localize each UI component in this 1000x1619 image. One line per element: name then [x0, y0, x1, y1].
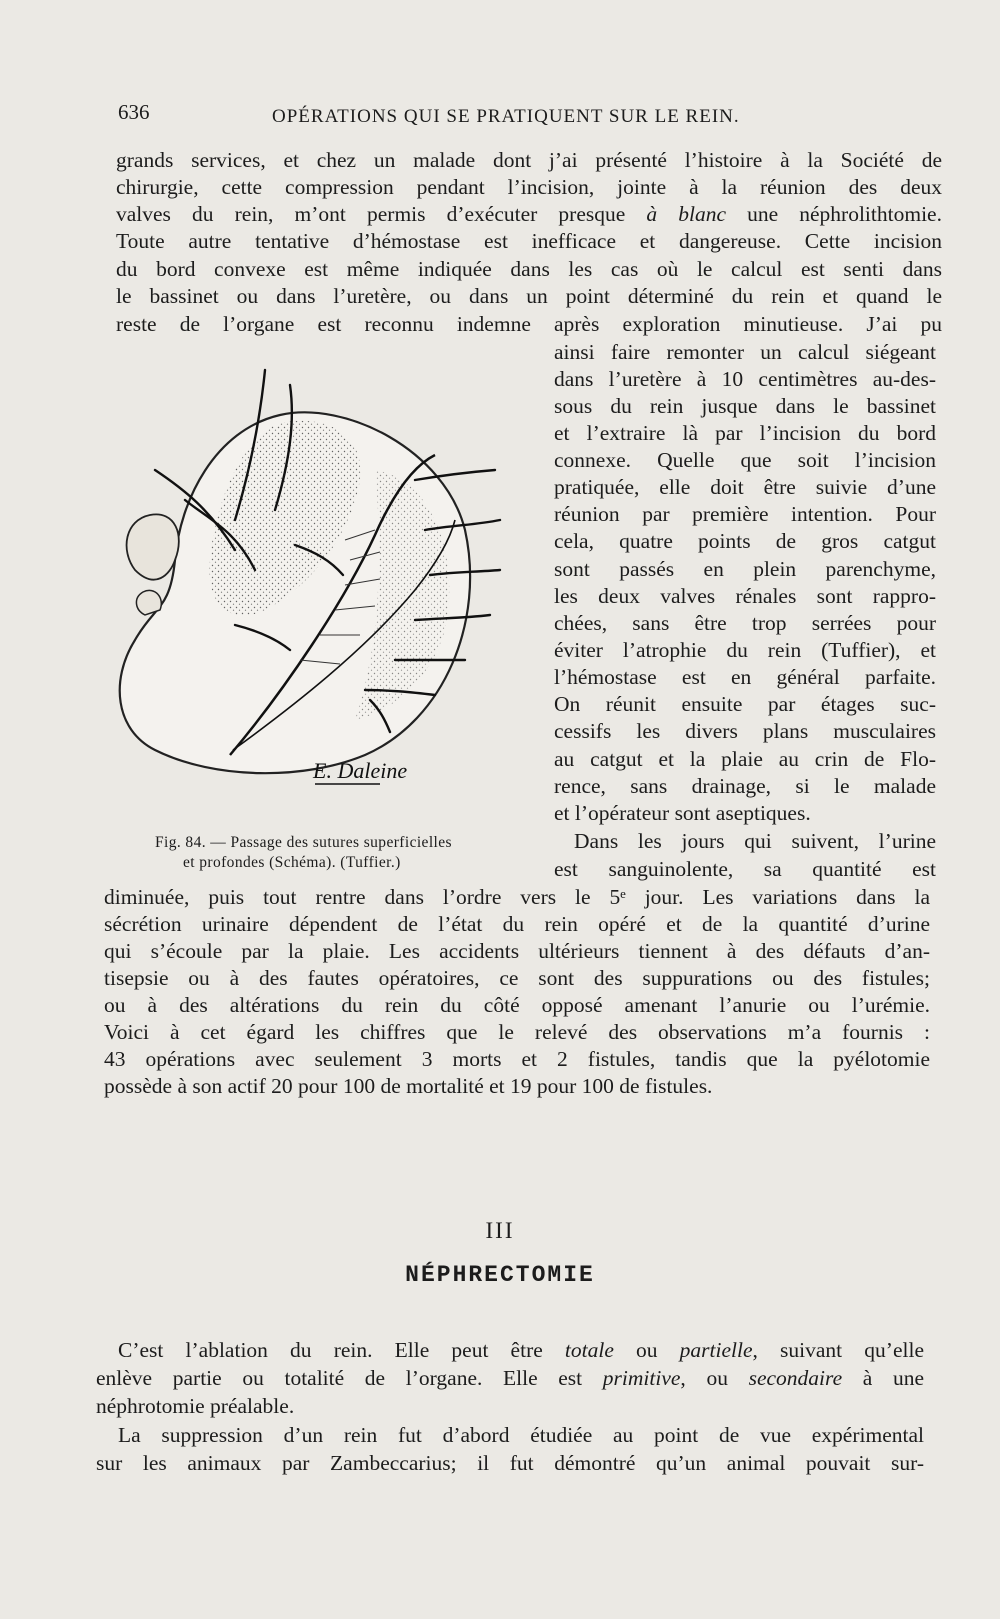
- text-line: du bord convexe est même indiquée dans les cas où le calcul est senti dans: [116, 257, 942, 281]
- text-line: chirurgie, cette compression pendant l’incision, jointe à la réunion des deux: [116, 175, 942, 199]
- column-line: chées, sans être trop serrées pour: [554, 611, 936, 635]
- text-line: reste de l’organe est reconnu indemne après exploration minutieuse. J’ai pu: [116, 312, 942, 336]
- text-line: néphrotomie préalable.: [96, 1394, 295, 1418]
- column-line: On réunit ensuite par étages suc-: [554, 692, 936, 716]
- text-line: valves du rein, m’ont permis d’exécuter presque à blanc une néphrolithtomie.: [116, 202, 942, 226]
- text-line: enlève partie ou totalité de l’organe. Elle est primitive, ou secondaire à une: [96, 1366, 924, 1390]
- text-line: C’est l’ablation du rein. Elle peut être totale ou partielle, suivant qu’elle: [118, 1338, 924, 1362]
- column-line: cessifs les divers plans musculaires: [554, 719, 936, 743]
- column-line: Dans les jours qui suivent, l’urine: [574, 829, 936, 853]
- text-line: possède à son actif 20 pour 100 de mortalité et 19 pour 100 de fistules.: [104, 1074, 713, 1098]
- text-line: sécrétion urinaire dépendent de l’état du rein opéré et de la quantité d’urine: [104, 912, 930, 936]
- artist-signature: E. Daleine: [313, 758, 408, 783]
- column-line: dans l’uretère à 10 centimètres au-des-: [554, 367, 936, 391]
- text-line: ou à des altérations du rein du côté opposé amenant l’anurie ou l’urémie.: [104, 993, 930, 1017]
- text-line: 43 opérations avec seulement 3 morts et 2 fistules, tandis que la pyélotomie: [104, 1047, 930, 1071]
- column-line: au catgut et la plaie au crin de Flo-: [554, 747, 936, 771]
- text-line: diminuée, puis tout rentre dans l’ordre vers le 5ᵉ jour. Les variations dans la: [104, 885, 930, 909]
- kidney-suture-illustration: [115, 360, 520, 830]
- text-line: Toute autre tentative d’hémostase est inefficace et dangereuse. Cette incision: [116, 229, 942, 253]
- text-line: tisepsie ou à des fautes opératoires, ce sont des suppurations ou des fistules;: [104, 966, 930, 990]
- column-line: sous du rein jusque dans le bassinet: [554, 394, 936, 418]
- text-line: Voici à cet égard les chiffres que le relevé des observations m’a fournis :: [104, 1020, 930, 1044]
- running-head: OPÉRATIONS QUI SE PRATIQUENT SUR LE REIN.: [272, 106, 740, 127]
- column-line: éviter l’atrophie du rein (Tuffier), et: [554, 638, 936, 662]
- column-line: l’hémostase est en général parfaite.: [554, 665, 936, 689]
- column-line: connexe. Quelle que soit l’incision: [554, 448, 936, 472]
- column-line: ainsi faire remonter un calcul siégeant: [554, 340, 936, 364]
- section-number: III: [485, 1218, 515, 1243]
- caption-line: Fig. 84. — Passage des sutures superficielles: [155, 834, 452, 851]
- column-line: pratiquée, elle doit être suivie d’une: [554, 475, 936, 499]
- column-line: est sanguinolente, sa quantité est: [554, 857, 936, 881]
- text-line: grands services, et chez un malade dont j’ai présenté l’histoire à la Société de: [116, 148, 942, 172]
- column-line: sont passés en plein parenchyme,: [554, 557, 936, 581]
- caption-line: et profondes (Schéma). (Tuffier.): [183, 854, 401, 871]
- figure-caption: [155, 833, 525, 873]
- text-line: sur les animaux par Zambeccarius; il fut démontré qu’un animal pouvait sur-: [96, 1451, 924, 1475]
- text-line: qui s’écoule par la plaie. Les accidents ultérieurs tiennent à des défauts d’an-: [104, 939, 930, 963]
- column-line: rence, sans drainage, si le malade: [554, 774, 936, 798]
- italic-phrase: à blanc: [646, 202, 727, 226]
- column-line: et l’extraire là par l’incision du bord: [554, 421, 936, 445]
- column-line: cela, quatre points de gros catgut: [554, 529, 936, 553]
- column-line: les deux valves rénales sont rappro-: [554, 584, 936, 608]
- column-line: réunion par première intention. Pour: [554, 502, 936, 526]
- page-number: 636: [118, 100, 150, 124]
- section-title: NÉPHRECTOMIE: [405, 1262, 595, 1288]
- text-line: La suppression d’un rein fut d’abord étudiée au point de vue expérimental: [118, 1423, 924, 1447]
- text-line: le bassinet ou dans l’uretère, ou dans un point déterminé du rein et quand le: [116, 284, 942, 308]
- column-line: et l’opérateur sont aseptiques.: [554, 801, 811, 825]
